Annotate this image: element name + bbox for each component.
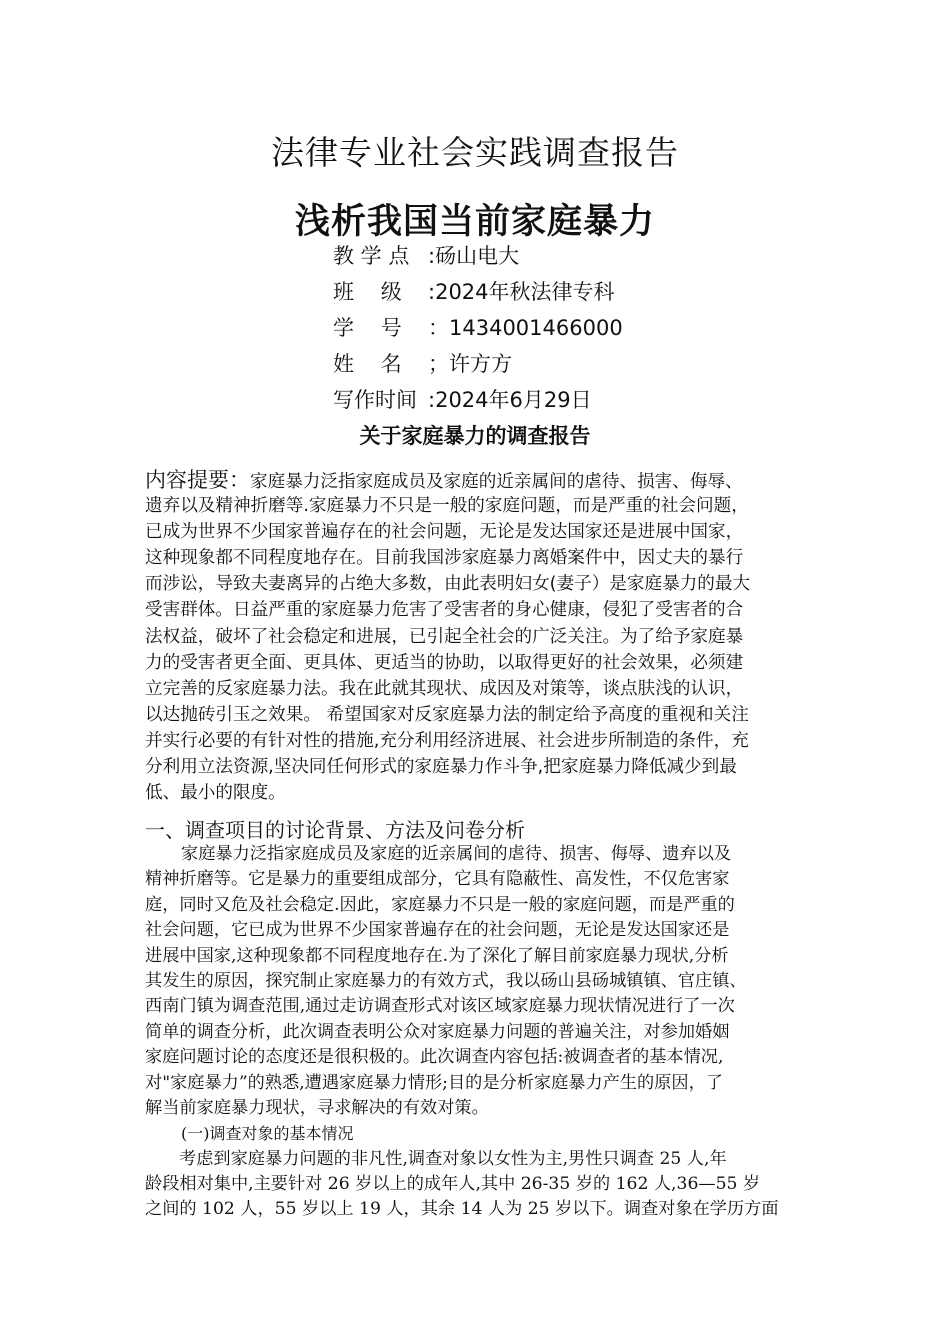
abstract-text: 家庭暴力泛指家庭成员及家庭的近亲属间的虐待、损害、侮辱、	[250, 472, 743, 492]
abstract-line: 已成为世界不少国家普遍存在的社会问题，无论是发达国家还是进展中国家，	[145, 522, 744, 543]
abstract-line: 遗弃以及精神折磨等.家庭暴力不只是一般的家庭问题，而是严重的社会问题，	[145, 496, 749, 517]
abstract-line: 分利用立法资源,坚决同任何形式的家庭暴力作斗争,把家庭暴力降低减少到最	[145, 757, 737, 778]
info-row-school	[333, 238, 623, 274]
info-row-student-id	[333, 310, 623, 346]
body-line: 对"家庭暴力”的熟悉,遭遇家庭暴力情形;目的是分析家庭暴力产生的原因，了	[145, 1072, 723, 1093]
body-line: 龄段相对集中,主要针对 26 岁以上的成年人,其中 26-35 岁的 162 人,36—55 岁	[145, 1174, 761, 1195]
info-sep: :	[428, 244, 436, 268]
section-body	[145, 842, 815, 1223]
body-line: 进展中国家,这种现象都不同程度地存在.为了深化了解目前家庭暴力现状,分析	[145, 945, 729, 966]
body-line: 庭，同时又危及社会稳定.因此，家庭暴力不只是一般的家庭问题，而是严重的	[145, 894, 735, 915]
body-line: 之间的 102 人，55 岁以上 19 人，其余 14 人为 25 岁以下。调查对象在学历方面	[145, 1199, 779, 1220]
body-line: 社会问题，它已成为世界不少国家普遍存在的社会问题，无论是发达国家还是	[145, 920, 730, 941]
info-value: 砀山电大	[435, 244, 520, 268]
info-sep: :	[428, 388, 436, 412]
abstract	[145, 467, 815, 806]
info-label: 写作时间	[333, 388, 417, 412]
body-line: 考虑到家庭暴力问题的非凡性,调查对象以女性为主,男性只调查 25 人,年	[179, 1148, 727, 1169]
info-row-date	[333, 382, 623, 418]
report-title: 关于家庭暴力的调查报告	[359, 424, 591, 448]
body-line: 家庭问题讨论的态度还是很积极的。此次调查内容包括:被调查者的基本情况,	[145, 1047, 724, 1068]
body-line: 其发生的原因，探究制止家庭暴力的有效方式，我以砀山县砀城镇镇、官庄镇、	[145, 970, 747, 991]
info-value: 1434001466000	[449, 316, 623, 340]
main-title: 浅析我国当前家庭暴力	[294, 202, 655, 242]
abstract-keyword: 内容提要：	[145, 468, 250, 492]
document-title: 法律专业社会实践调查报告	[271, 133, 679, 172]
body-line: 精神折磨等。它是暴力的重要组成部分，它具有隐蔽性、高发性，不仅危害家	[145, 869, 730, 890]
abstract-line: 并实行必要的有针对性的措施,充分利用经济进展、社会进步所制造的条件，充	[145, 730, 749, 751]
info-row-class	[333, 274, 623, 310]
info-sep: ；	[428, 352, 449, 376]
body-line: 简单的调查分析，此次调查表明公众对家庭暴力问题的普遍关注，对参加婚姻	[145, 1021, 730, 1042]
subsection-heading: (一)调查对象的基本情况	[181, 1124, 354, 1144]
section-heading: 一、调查项目的讨论背景、方法及问卷分析	[145, 818, 525, 842]
abstract-line: 而涉讼，导致夫妻离异的占绝大多数，由此表明妇女(妻子）是家庭暴力的最大	[145, 574, 751, 595]
abstract-line	[145, 467, 815, 493]
info-sep: :	[428, 280, 436, 304]
info-label: 教 学 点	[333, 244, 410, 268]
info-value: 2024年秋法律专科	[435, 280, 615, 304]
abstract-line: 这种现象都不同程度地存在。目前我国涉家庭暴力离婚案件中，因丈夫的暴行	[145, 548, 744, 569]
info-label: 班 级	[333, 280, 402, 304]
body-line: 解当前家庭暴力现状，寻求解决的有效对策。	[145, 1097, 489, 1118]
abstract-line: 力的受害者更全面、更具体、更适当的协助，以取得更好的社会效果，必须建	[145, 652, 744, 673]
info-label: 姓 名	[333, 352, 402, 376]
abstract-line: 法权益，破坏了社会稳定和进展，已引起全社会的广泛关注。为了给予家庭暴	[145, 626, 744, 647]
author-info	[333, 238, 623, 418]
info-label: 学 号	[333, 316, 402, 340]
body-line: 家庭暴力泛指家庭成员及家庭的近亲属间的虐待、损害、侮辱、遗弃以及	[181, 844, 732, 864]
info-row-name	[333, 346, 623, 382]
info-value: 2024年6月29日	[435, 388, 592, 412]
abstract-line: 低、最小的限度。	[145, 783, 286, 804]
info-sep: ：	[428, 316, 449, 340]
abstract-line: 受害群体。日益严重的家庭暴力危害了受害者的身心健康，侵犯了受害者的合	[145, 600, 744, 621]
abstract-line: 立完善的反家庭暴力法。我在此就其现状、成因及对策等，谈点肤浅的认识，	[145, 678, 744, 699]
body-line: 西南门镇为调查范围,通过走访调查形式对该区域家庭暴力现状情况进行了一次	[145, 996, 735, 1017]
info-value: 许方方	[449, 352, 512, 376]
abstract-line: 以达抛砖引玉之效果。 希望国家对反家庭暴力法的制定给予高度的重视和关注	[145, 704, 749, 725]
